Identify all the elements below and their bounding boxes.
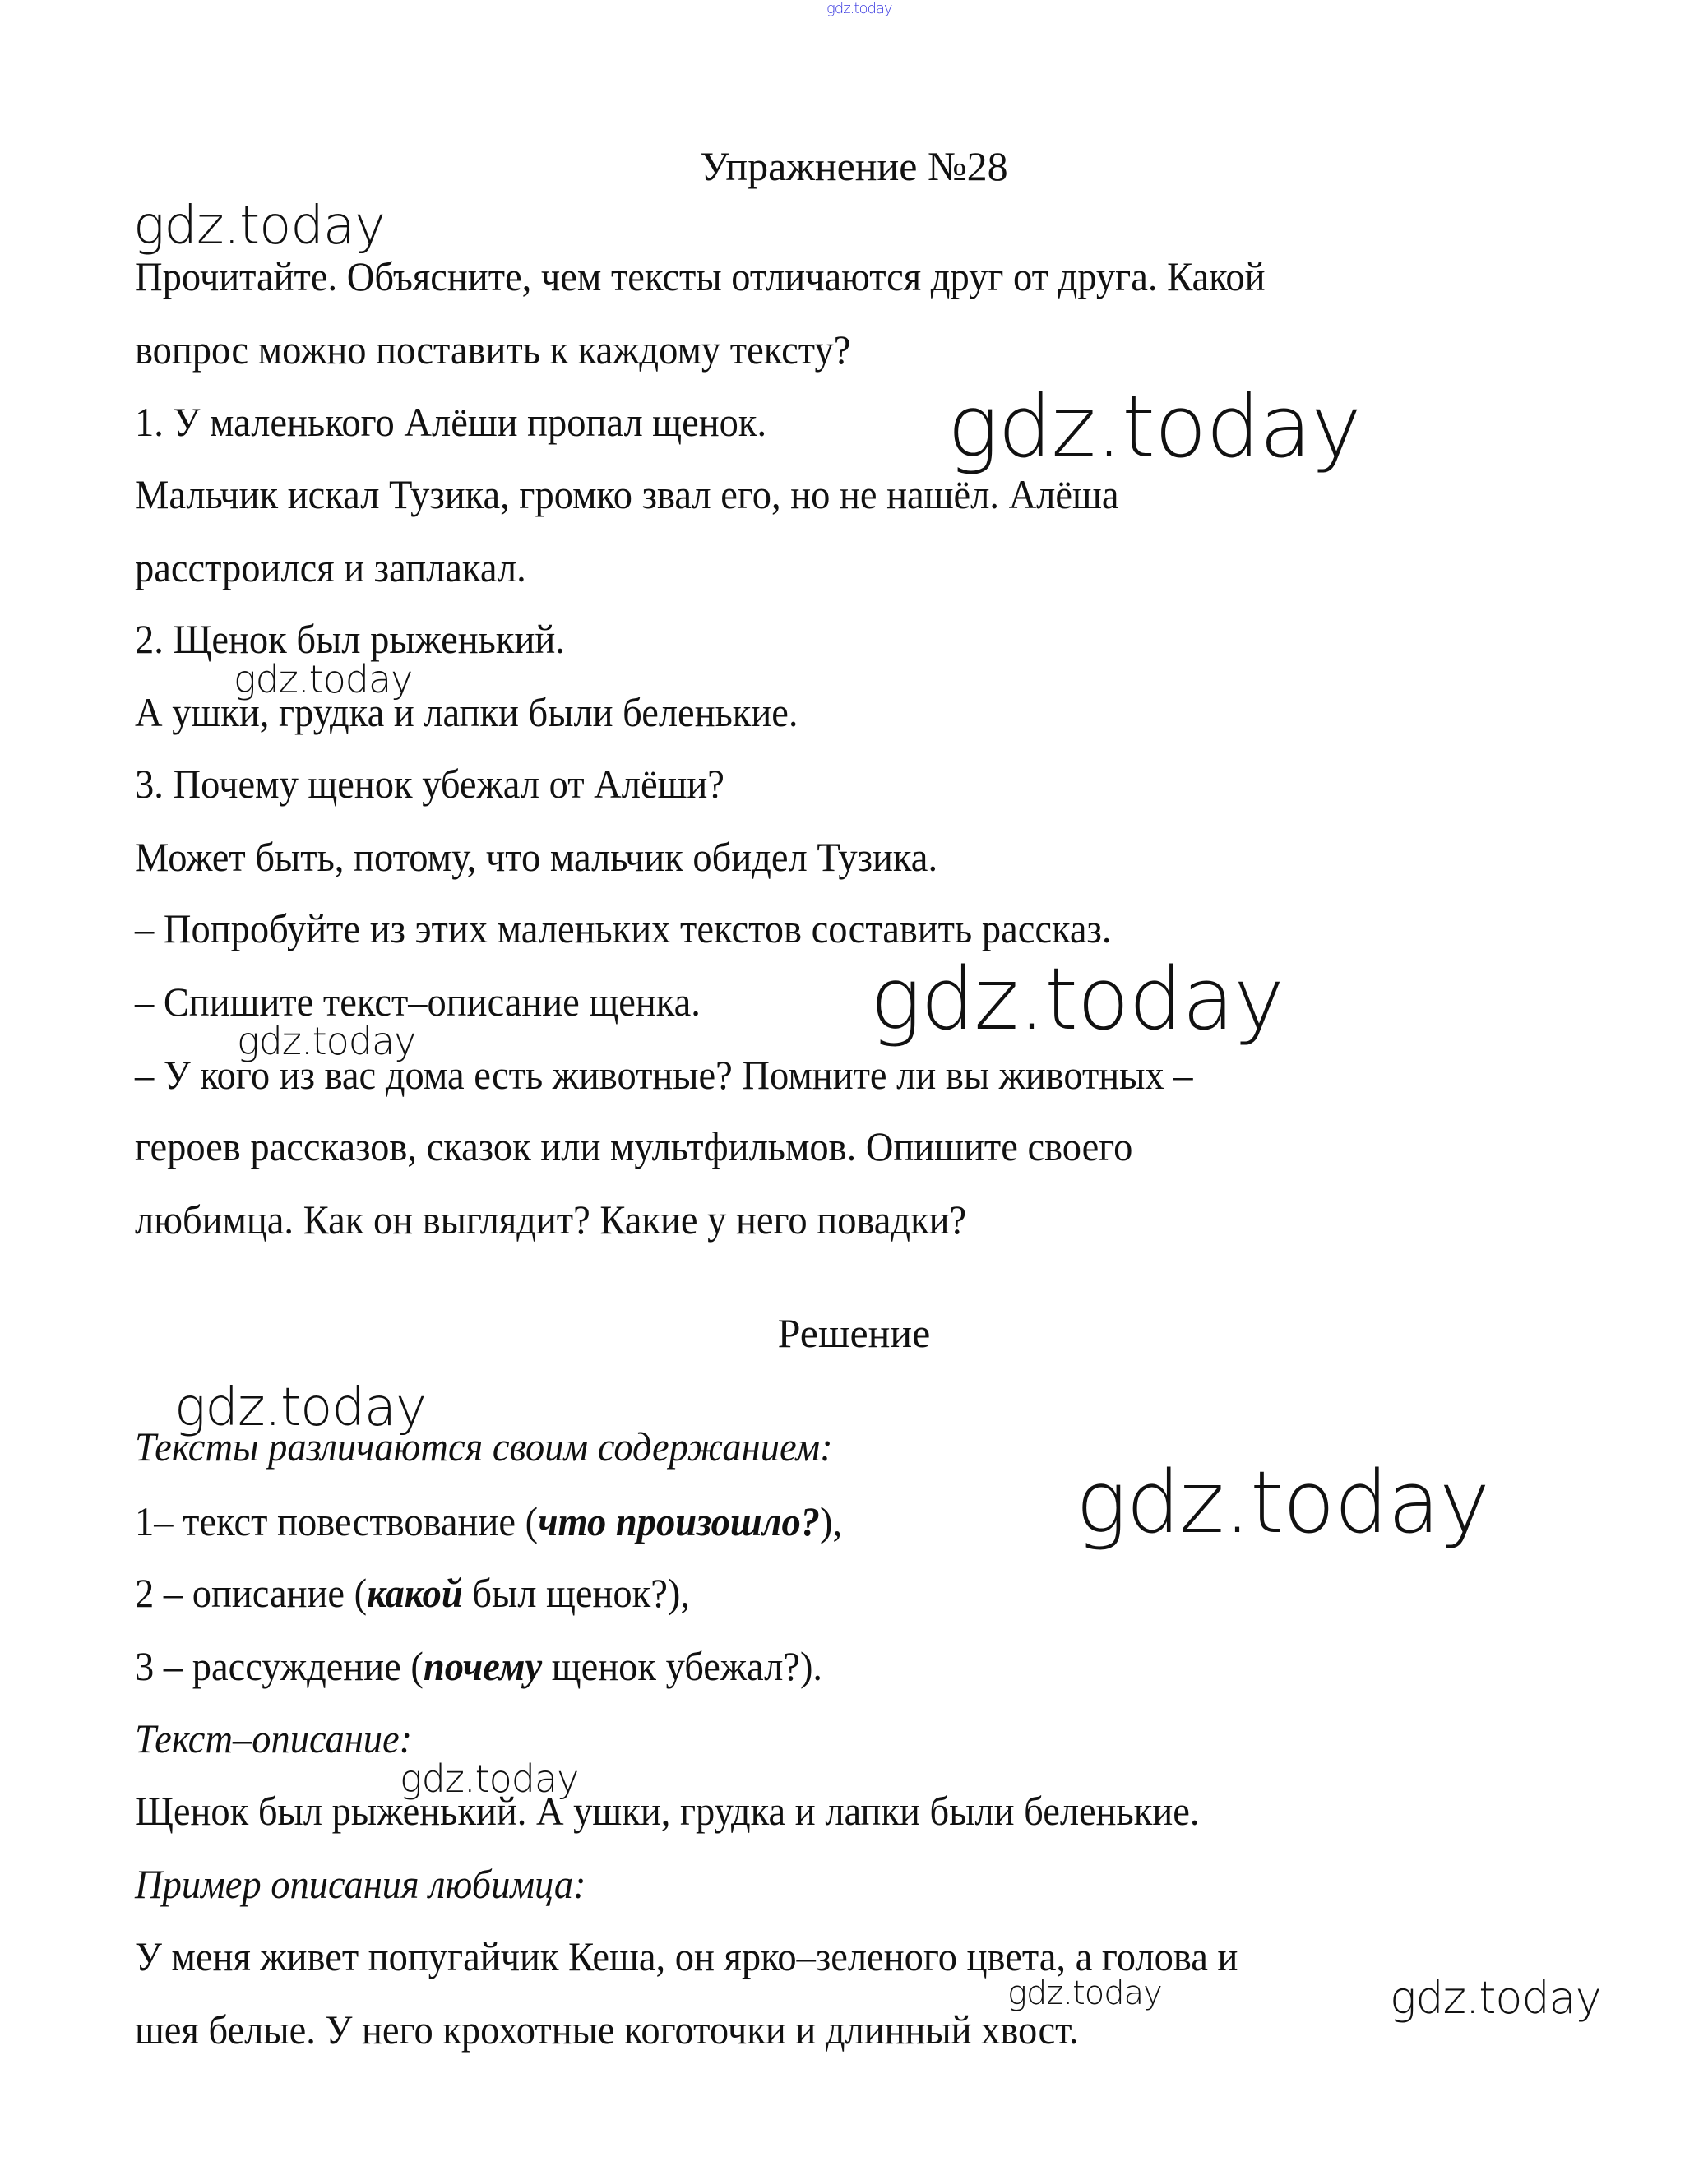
text: был щенок?), — [462, 1570, 690, 1616]
text: 2 – описание ( — [135, 1570, 368, 1616]
task-line: – Спишите текст–описание щенка. — [135, 979, 701, 1025]
emphasis: почему — [423, 1643, 543, 1689]
pet-text: У меня живет попугайчик Кеша, он ярко–зеленого цвета, а голова и — [135, 1933, 1238, 1979]
task-line: расстроился и заплакал. — [135, 544, 526, 590]
task-line: Может быть, потому, что мальчик обидел Тузика. — [135, 834, 938, 880]
emphasis: какой — [367, 1570, 463, 1616]
task-line: вопрос можно поставить к каждому тексту? — [135, 326, 851, 373]
text: щенок убежал?). — [542, 1643, 823, 1689]
task-line: 2. Щенок был рыженький. — [135, 616, 565, 662]
watermark: gdz.today — [133, 196, 385, 257]
task-line: – Попробуйте из этих маленьких текстов составить рассказ. — [135, 905, 1112, 951]
task-line: любимца. Как он выглядит? Какие у него повадки? — [135, 1196, 967, 1243]
text: 1– текст повествование ( — [135, 1498, 539, 1544]
solution-heading: Решение — [777, 1310, 931, 1356]
emphasis: что произошло? — [538, 1498, 821, 1544]
solution-intro: Тексты различаются своим содержанием: — [135, 1423, 833, 1470]
task-line: Прочитайте. Объясните, чем тексты отличаются друг от друга. Какой — [135, 253, 1266, 299]
solution-line-2 — [135, 1568, 690, 1618]
watermark: gdz.today — [234, 657, 413, 701]
solution-line-1 — [135, 1497, 842, 1546]
exercise-title: Упражнение №28 — [700, 143, 1008, 189]
watermark: gdz.today — [400, 1756, 579, 1801]
description-text: Щенок был рыженький. А ушки, грудка и лапки были беленькие. — [135, 1788, 1200, 1834]
text: 3 – рассуждение ( — [135, 1643, 424, 1689]
watermark: gdz.today — [237, 1019, 416, 1063]
task-line: 3. Почему щенок убежал от Алёши? — [135, 761, 724, 807]
watermark: gdz.today — [870, 949, 1284, 1049]
watermark: gdz.today — [174, 1377, 426, 1438]
task-line: – У кого из вас дома есть животные? Помните ли вы животных – — [135, 1052, 1193, 1098]
watermark: gdz.today — [1076, 1452, 1489, 1553]
pet-label: Пример описания любимца: — [135, 1861, 586, 1907]
text: ), — [820, 1498, 843, 1544]
task-line: Мальчик искал Тузика, громко звал его, но не нашёл. Алёша — [135, 471, 1119, 517]
watermark: gdz.today — [1007, 1974, 1162, 2012]
task-line: А ушки, грудка и лапки были беленькие. — [135, 689, 798, 735]
solution-line-3 — [135, 1641, 822, 1691]
task-line: героев рассказов, сказок или мультфильмов. Опишите своего — [135, 1123, 1133, 1169]
watermark: gdz.today — [1390, 1972, 1601, 2024]
description-label: Текст–описание: — [135, 1715, 413, 1761]
watermark: gdz.today — [826, 0, 892, 17]
watermark: gdz.today — [947, 377, 1361, 477]
task-line: 1. У маленького Алёши пропал щенок. — [135, 399, 767, 445]
pet-text: шея белые. У него крохотные коготочки и длинный хвост. — [135, 2006, 1079, 2053]
